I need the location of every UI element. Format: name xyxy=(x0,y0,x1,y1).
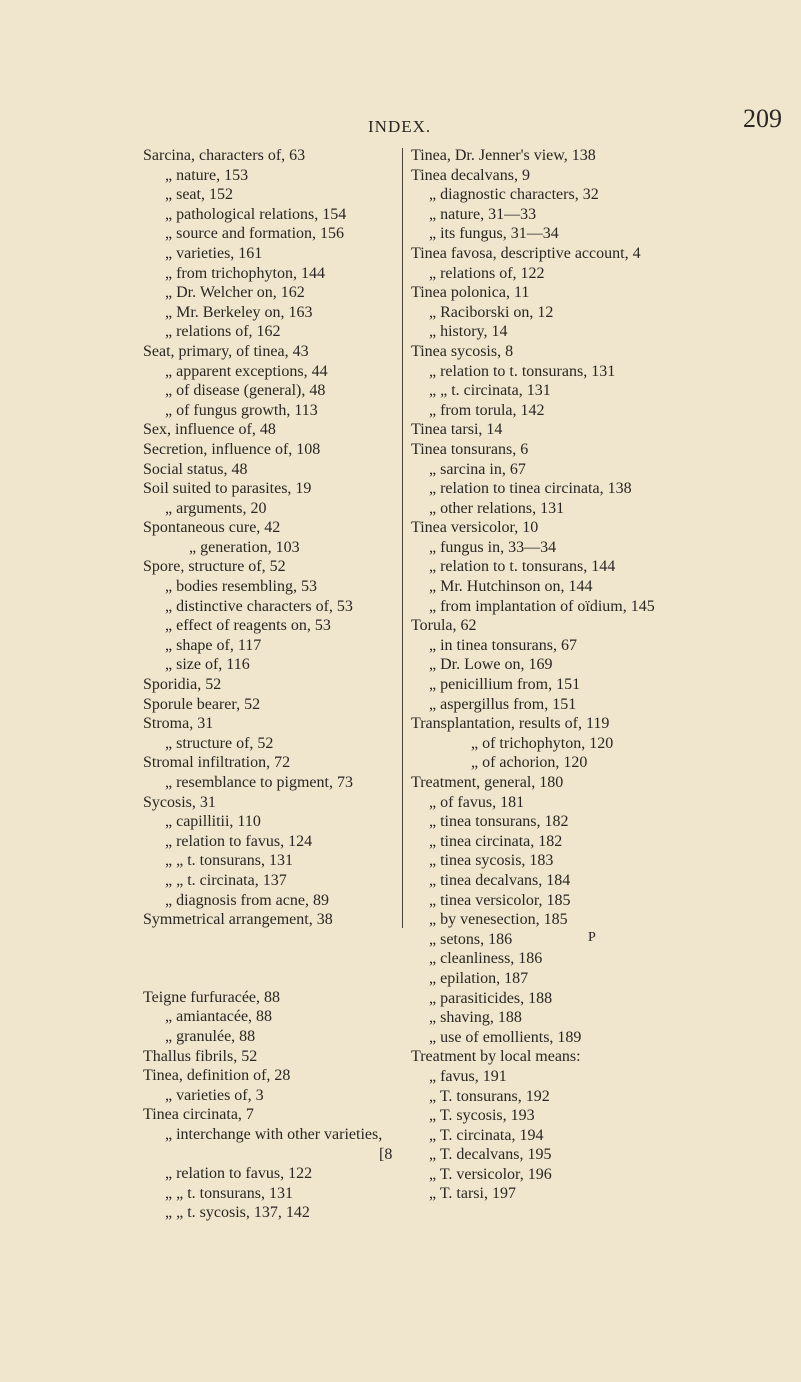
index-entry: „ of disease (general), 48 xyxy=(165,382,326,400)
index-entry: „ T. tarsi, 197 xyxy=(429,1185,516,1203)
index-entry: „ sarcina in, 67 xyxy=(429,460,526,478)
index-entry: Treatment by local means: xyxy=(411,1048,581,1066)
index-entry: Tinea, definition of, 28 xyxy=(143,1067,291,1085)
index-entry: „ relation to favus, 124 xyxy=(165,832,313,850)
index-entry: „ nature, 31—33 xyxy=(429,205,537,223)
index-entry: „ setons, 186 xyxy=(429,930,513,948)
index-entry: „ effect of reagents on, 53 xyxy=(165,617,331,635)
index-entry: „ bodies resembling, 53 xyxy=(165,578,317,596)
index-entry: „ of achorion, 120 xyxy=(471,754,588,772)
index-entry: Sarcina, characters of, 63 xyxy=(143,147,306,164)
index-column-right xyxy=(411,146,791,1204)
index-entry: Spontaneous cure, 42 xyxy=(143,519,281,537)
index-entry: „ from trichophyton, 144 xyxy=(165,264,325,282)
index-entry: „ parasiticides, 188 xyxy=(429,989,553,1007)
index-entry: „ Mr. Hutchinson on, 144 xyxy=(429,578,593,596)
signature-mark: P xyxy=(588,930,596,945)
index-entry: „ capillitii, 110 xyxy=(165,813,261,831)
index-entry: Social status, 48 xyxy=(143,460,248,478)
index-entry: „ relations of, 162 xyxy=(165,323,281,341)
column-divider xyxy=(402,148,403,928)
index-entry: „ shaving, 188 xyxy=(429,1009,522,1027)
index-entry: Teigne furfuracée, 88 xyxy=(143,988,281,1006)
index-entry: Treatment, general, 180 xyxy=(411,774,564,791)
index-entry: „ source and formation, 156 xyxy=(165,225,345,243)
index-entry: Tinea sycosis, 8 xyxy=(411,342,514,360)
index-entry: „ arguments, 20 xyxy=(165,499,267,517)
index-entry: „ amiantacée, 88 xyxy=(165,1008,273,1026)
index-entry: „ of trichophyton, 120 xyxy=(471,734,614,752)
index-entry: Tinea tarsi, 14 xyxy=(411,421,503,439)
index-entry: „ T. sycosis, 193 xyxy=(429,1107,535,1125)
index-entry: Tinea decalvans, 9 xyxy=(411,166,530,184)
index-entry: „ interchange with other varieties, xyxy=(165,1125,383,1143)
index-entry: „ favus, 191 xyxy=(429,1067,507,1085)
index-entry: „ Raciborski on, 12 xyxy=(429,303,554,321)
index-entry: „ other relations, 131 xyxy=(429,499,565,517)
index-entry: Sporule bearer, 52 xyxy=(143,695,261,713)
index-entry: „ in tinea tonsurans, 67 xyxy=(429,636,577,654)
index-entry: „ „ t. circinata, 137 xyxy=(165,871,287,889)
index-entry: „ T. circinata, 194 xyxy=(429,1126,544,1144)
index-entry: „ „ t. circinata, 131 xyxy=(429,382,551,400)
index-entry: „ penicillium from, 151 xyxy=(429,676,581,694)
index-entry: „ T. decalvans, 195 xyxy=(429,1146,552,1164)
index-entry: Secretion, influence of, 108 xyxy=(143,440,321,458)
index-entry: „ aspergillus from, 151 xyxy=(429,695,577,713)
index-entry: „ varieties of, 3 xyxy=(165,1086,264,1104)
index-entry: „ tinea decalvans, 184 xyxy=(429,871,571,889)
index-entry: Sycosis, 31 xyxy=(143,793,216,811)
index-entry: „ shape of, 117 xyxy=(165,636,262,654)
index-entry: „ structure of, 52 xyxy=(165,734,274,752)
index-entry: „ size of, 116 xyxy=(165,656,250,674)
index-entry: „ pathological relations, 154 xyxy=(165,205,347,223)
index-entry: Stromal infiltration, 72 xyxy=(143,754,291,772)
index-entry: „ relation to t. tonsurans, 131 xyxy=(429,362,616,380)
index-entry: „ by venesection, 185 xyxy=(429,911,568,929)
index-column-left xyxy=(143,146,393,1223)
index-entry: Spore, structure of, 52 xyxy=(143,558,286,576)
index-entry: Sporidia, 52 xyxy=(143,676,222,694)
index-entry: Symmetrical arrangement, 38 xyxy=(143,911,333,929)
index-entry: „ from torula, 142 xyxy=(429,401,545,419)
index-entry: Stroma, 31 xyxy=(143,715,214,733)
index-entry: Tinea favosa, descriptive account, 4 xyxy=(411,244,641,262)
index-entry: Tinea, Dr. Jenner's view, 138 xyxy=(411,147,596,164)
index-entry: „ Dr. Lowe on, 169 xyxy=(429,656,553,674)
index-entry: Sex, influence of, 48 xyxy=(143,421,276,439)
index-entry: Seat, primary, of tinea, 43 xyxy=(143,342,309,360)
index-entry: „ Mr. Berkeley on, 163 xyxy=(165,303,313,321)
index-entry: [8 xyxy=(379,1145,393,1163)
index-entry: „ tinea versicolor, 185 xyxy=(429,891,571,909)
section-gap xyxy=(143,930,393,988)
index-entry: „ tinea tonsurans, 182 xyxy=(429,813,569,831)
index-entry: Transplantation, results of, 119 xyxy=(411,715,610,733)
index-entry: „ relations of, 122 xyxy=(429,264,545,282)
index-entry: „ T. tonsurans, 192 xyxy=(429,1087,550,1105)
index-entry: Torula, 62 xyxy=(411,617,477,635)
running-header: INDEX. xyxy=(368,117,432,136)
index-entry: „ T. versicolor, 196 xyxy=(429,1165,552,1183)
index-entry: „ „ t. tonsurans, 131 xyxy=(165,852,293,870)
index-entry: „ tinea sycosis, 183 xyxy=(429,852,554,870)
index-entry: „ distinctive characters of, 53 xyxy=(165,597,353,615)
index-entry: „ „ t. tonsurans, 131 xyxy=(165,1184,293,1202)
index-entry: „ fungus in, 33—34 xyxy=(429,538,557,556)
index-entry: Tinea circinata, 7 xyxy=(143,1106,254,1124)
index-entry: „ tinea circinata, 182 xyxy=(429,832,563,850)
index-entry: Soil suited to parasites, 19 xyxy=(143,480,312,498)
index-entry: „ diagnostic characters, 32 xyxy=(429,186,599,204)
page-number: 209 xyxy=(743,104,782,133)
index-entry: „ cleanliness, 186 xyxy=(429,950,543,968)
index-entry: „ its fungus, 31—34 xyxy=(429,225,559,243)
index-entry: Tinea tonsurans, 6 xyxy=(411,440,529,458)
index-entry: „ Dr. Welcher on, 162 xyxy=(165,284,305,302)
index-entry: „ varieties, 161 xyxy=(165,244,263,262)
index-entry: „ „ t. sycosis, 137, 142 xyxy=(165,1204,310,1222)
index-entry: „ relation to tinea circinata, 138 xyxy=(429,480,632,498)
index-entry: „ of favus, 181 xyxy=(429,793,525,811)
index-entry: „ of fungus growth, 113 xyxy=(165,401,318,419)
index-entry: „ diagnosis from acne, 89 xyxy=(165,891,329,909)
index-entry: „ relation to t. tonsurans, 144 xyxy=(429,558,616,576)
index-entry: „ generation, 103 xyxy=(189,538,300,556)
index-entry: „ apparent exceptions, 44 xyxy=(165,362,328,380)
index-entry: „ epilation, 187 xyxy=(429,969,529,987)
index-entry: Tinea polonica, 11 xyxy=(411,284,530,302)
index-entry: „ resemblance to pigment, 73 xyxy=(165,774,353,791)
index-entry: „ relation to favus, 122 xyxy=(165,1165,313,1183)
index-entry: Tinea versicolor, 10 xyxy=(411,519,539,537)
index-entry: „ nature, 153 xyxy=(165,166,249,184)
index-entry: „ granulée, 88 xyxy=(165,1027,256,1045)
index-entry: „ use of emollients, 189 xyxy=(429,1028,582,1046)
index-entry: „ history, 14 xyxy=(429,323,508,341)
index-entry: „ seat, 152 xyxy=(165,186,233,204)
index-entry: Thallus fibrils, 52 xyxy=(143,1047,258,1065)
index-entry: „ from implantation of oïdium, 145 xyxy=(429,597,655,615)
